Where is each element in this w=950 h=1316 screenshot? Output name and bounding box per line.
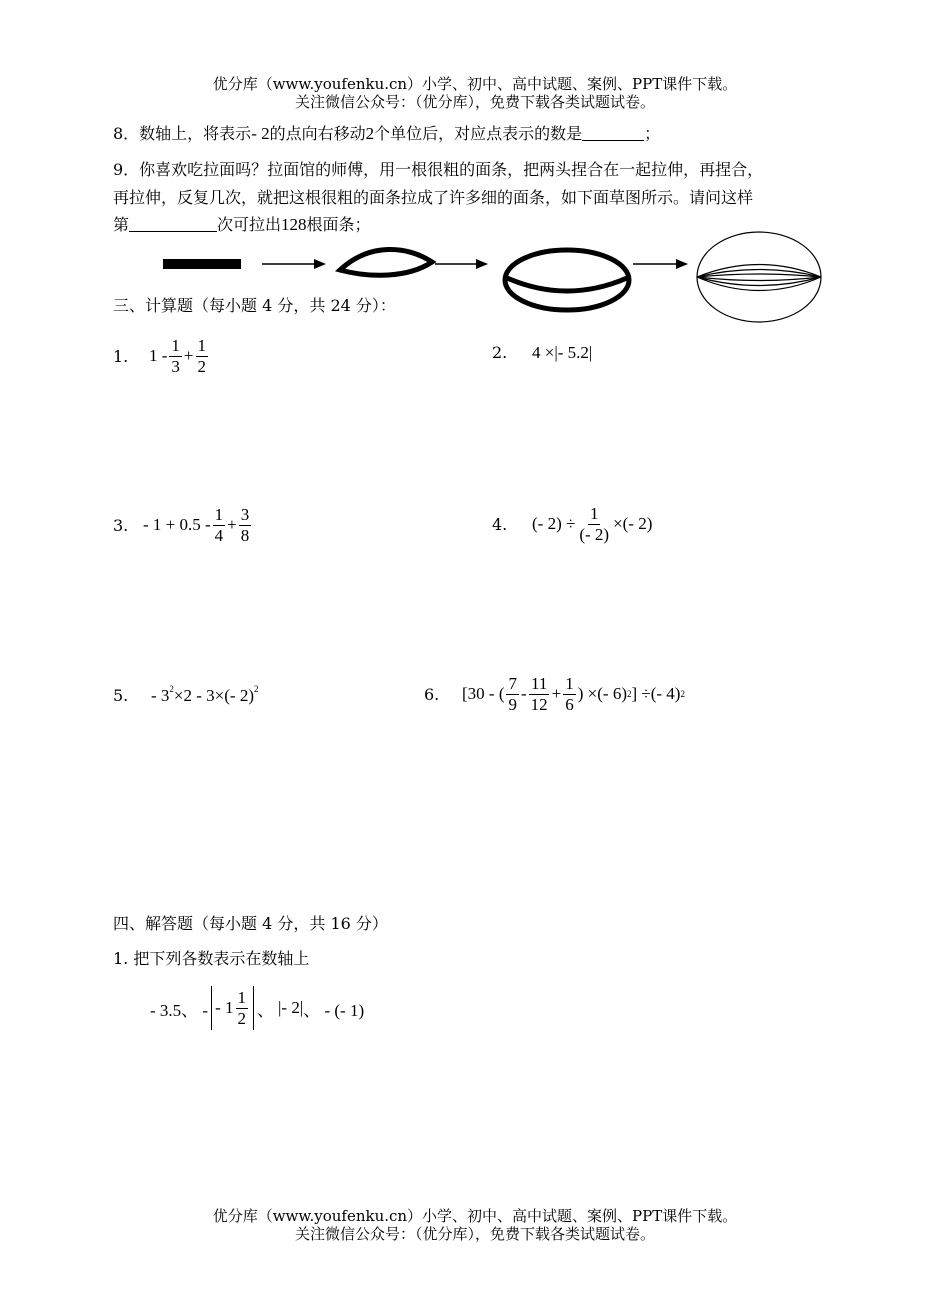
number-list-first: - 3.5、 -: [150, 1000, 209, 1020]
q9-text-b: 次可拉出: [217, 215, 282, 234]
problem-3-fraction-1: [213, 505, 226, 545]
problem-5-base: - 3: [151, 686, 170, 705]
problem-1-fraction-2: [196, 336, 209, 376]
problem-6-exponent-1: 2: [626, 689, 632, 699]
problem-5: [113, 684, 259, 706]
fraction-denominator: 3: [171, 356, 180, 376]
fraction-denominator: 12: [530, 694, 548, 714]
problem-1-fraction-1: [169, 336, 182, 376]
problem-1-operator: +: [183, 346, 194, 365]
fraction-numerator: 1: [237, 987, 246, 1007]
q8-value-1: - 2: [251, 124, 270, 143]
problem-4-fraction: [577, 504, 611, 544]
q9-text-c: 根面条；: [306, 215, 371, 234]
number-list-last: 、 - (- 1): [303, 1000, 365, 1020]
problem-6: [424, 670, 685, 718]
footer-line-1: 优分库（www.youfenku.cn）小学、初中、高中试题、案例、PPT课件下载。: [212, 1207, 738, 1225]
problem-5-middle: ×2 - 3×(- 2): [173, 686, 254, 705]
fraction-numerator: 1: [171, 335, 180, 355]
problem-4: [492, 500, 652, 548]
problem-6-fraction-3: [563, 674, 576, 714]
problem-6-times: ) ×(- 6): [577, 684, 627, 703]
footer-line-2: 关注微信公众号：（优分库），免费下载各类试题试卷。: [294, 1225, 655, 1243]
thick-noodle: [163, 259, 241, 269]
number-list-mixed-fraction: [236, 988, 249, 1028]
problem-3: [113, 502, 253, 548]
q9-line-2: 再拉伸，反复几次，就把这根很粗的面条拉成了许多细的面条，如下面草图所示。请问这样: [113, 188, 754, 207]
problem-3-fraction-2: [239, 505, 252, 545]
q9-number: 128: [281, 215, 307, 234]
header-line-1: 优分库（www.youfenku.cn）小学、初中、高中试题、案例、PPT课件下载。: [212, 75, 738, 93]
q8-value-2: 2: [365, 124, 375, 143]
problem-1-term: 1 -: [149, 346, 168, 365]
fraction-denominator: 8: [240, 525, 250, 545]
problem-6-divide: ] ÷(- 4): [631, 684, 681, 703]
q9-line-1: 9．你喜欢吃拉面吗？拉面馆的师傅，用一根很粗的面条，把两头捏合在一起拉伸，再捏合，: [113, 160, 764, 179]
section-4-title: 四、解答题（每小题 4 分，共 16 分）: [113, 914, 388, 933]
fraction-denominator: 4: [214, 525, 224, 545]
problem-2-label: 2.: [492, 343, 508, 362]
noodle-loop-1: [340, 249, 432, 275]
abs-bar-right: [253, 986, 254, 1030]
problem-4-tail: ×(- 2): [613, 514, 653, 533]
problem-5-exponent-2: 2: [254, 684, 259, 694]
q8-text-2: 的点向右移动: [269, 124, 366, 143]
problem-3-operator: +: [227, 515, 237, 534]
number-list-mixed-whole: - 1: [215, 998, 234, 1017]
number-list-abs: |- 2|: [278, 998, 304, 1017]
problem-6-minus: -: [520, 684, 527, 703]
section-4-question-1: 1. 把下列各数表示在数轴上: [113, 949, 310, 968]
fraction-numerator: 11: [530, 673, 548, 693]
fraction-denominator: 9: [508, 694, 517, 714]
problem-2: [492, 343, 592, 363]
noodle-loop-many: [697, 232, 821, 322]
problem-6-open: [30 - (: [462, 684, 505, 703]
q8-text-3: 个单位后，对应点表示的数是: [374, 124, 583, 143]
fraction-numerator: 3: [240, 504, 250, 524]
fraction-denominator: (- 2): [579, 524, 610, 544]
fraction-numerator: 1: [565, 673, 574, 693]
problem-5-exponent-1: 2: [169, 684, 174, 694]
fraction-denominator: 2: [197, 356, 207, 376]
problem-6-plus: +: [551, 684, 562, 703]
fraction-numerator: 1: [197, 335, 207, 355]
problem-6-fraction-2: [529, 674, 550, 714]
problem-6-label: 6.: [424, 684, 440, 704]
q8-end: ；: [644, 124, 661, 143]
arrow-2-icon: [435, 259, 488, 269]
q8-text-1: 8．数轴上，将表示: [113, 124, 252, 143]
question-8: [113, 124, 660, 144]
fraction-numerator: 1: [589, 503, 599, 523]
problem-1: [113, 333, 210, 379]
fraction-denominator: 6: [565, 694, 574, 714]
problem-6-fraction-1: [506, 674, 519, 714]
problem-4-label: 4.: [492, 514, 508, 534]
q9-text-a: 第: [113, 215, 130, 234]
header-line-2: 关注微信公众号：（优分库），免费下载各类试题试卷。: [294, 93, 655, 111]
problem-2-expression: 4 ×|- 5.2|: [532, 343, 593, 362]
problem-4-term: (- 2) ÷: [532, 514, 576, 533]
abs-bar-left: [211, 986, 212, 1030]
problem-6-exponent-2: 2: [680, 689, 685, 699]
arrow-3-icon: [633, 259, 688, 269]
problem-3-label: 3.: [113, 515, 129, 535]
noodle-loop-2: [505, 250, 629, 310]
arrow-1-icon: [262, 259, 326, 269]
problem-3-term: - 1 + 0.5 -: [143, 515, 211, 534]
fraction-denominator: 2: [237, 1008, 246, 1028]
fraction-numerator: 1: [214, 504, 224, 524]
problem-5-label: 5.: [113, 686, 129, 705]
problem-1-label: 1.: [113, 346, 129, 366]
number-list: [150, 984, 364, 1032]
fraction-numerator: 7: [508, 673, 517, 693]
number-list-separator: 、: [257, 1000, 274, 1020]
section-3-title: 三、计算题（每小题 4 分，共 24 分）：: [113, 296, 396, 315]
q8-answer-blank[interactable]: [582, 140, 644, 141]
noodle-diagram: [150, 228, 840, 336]
